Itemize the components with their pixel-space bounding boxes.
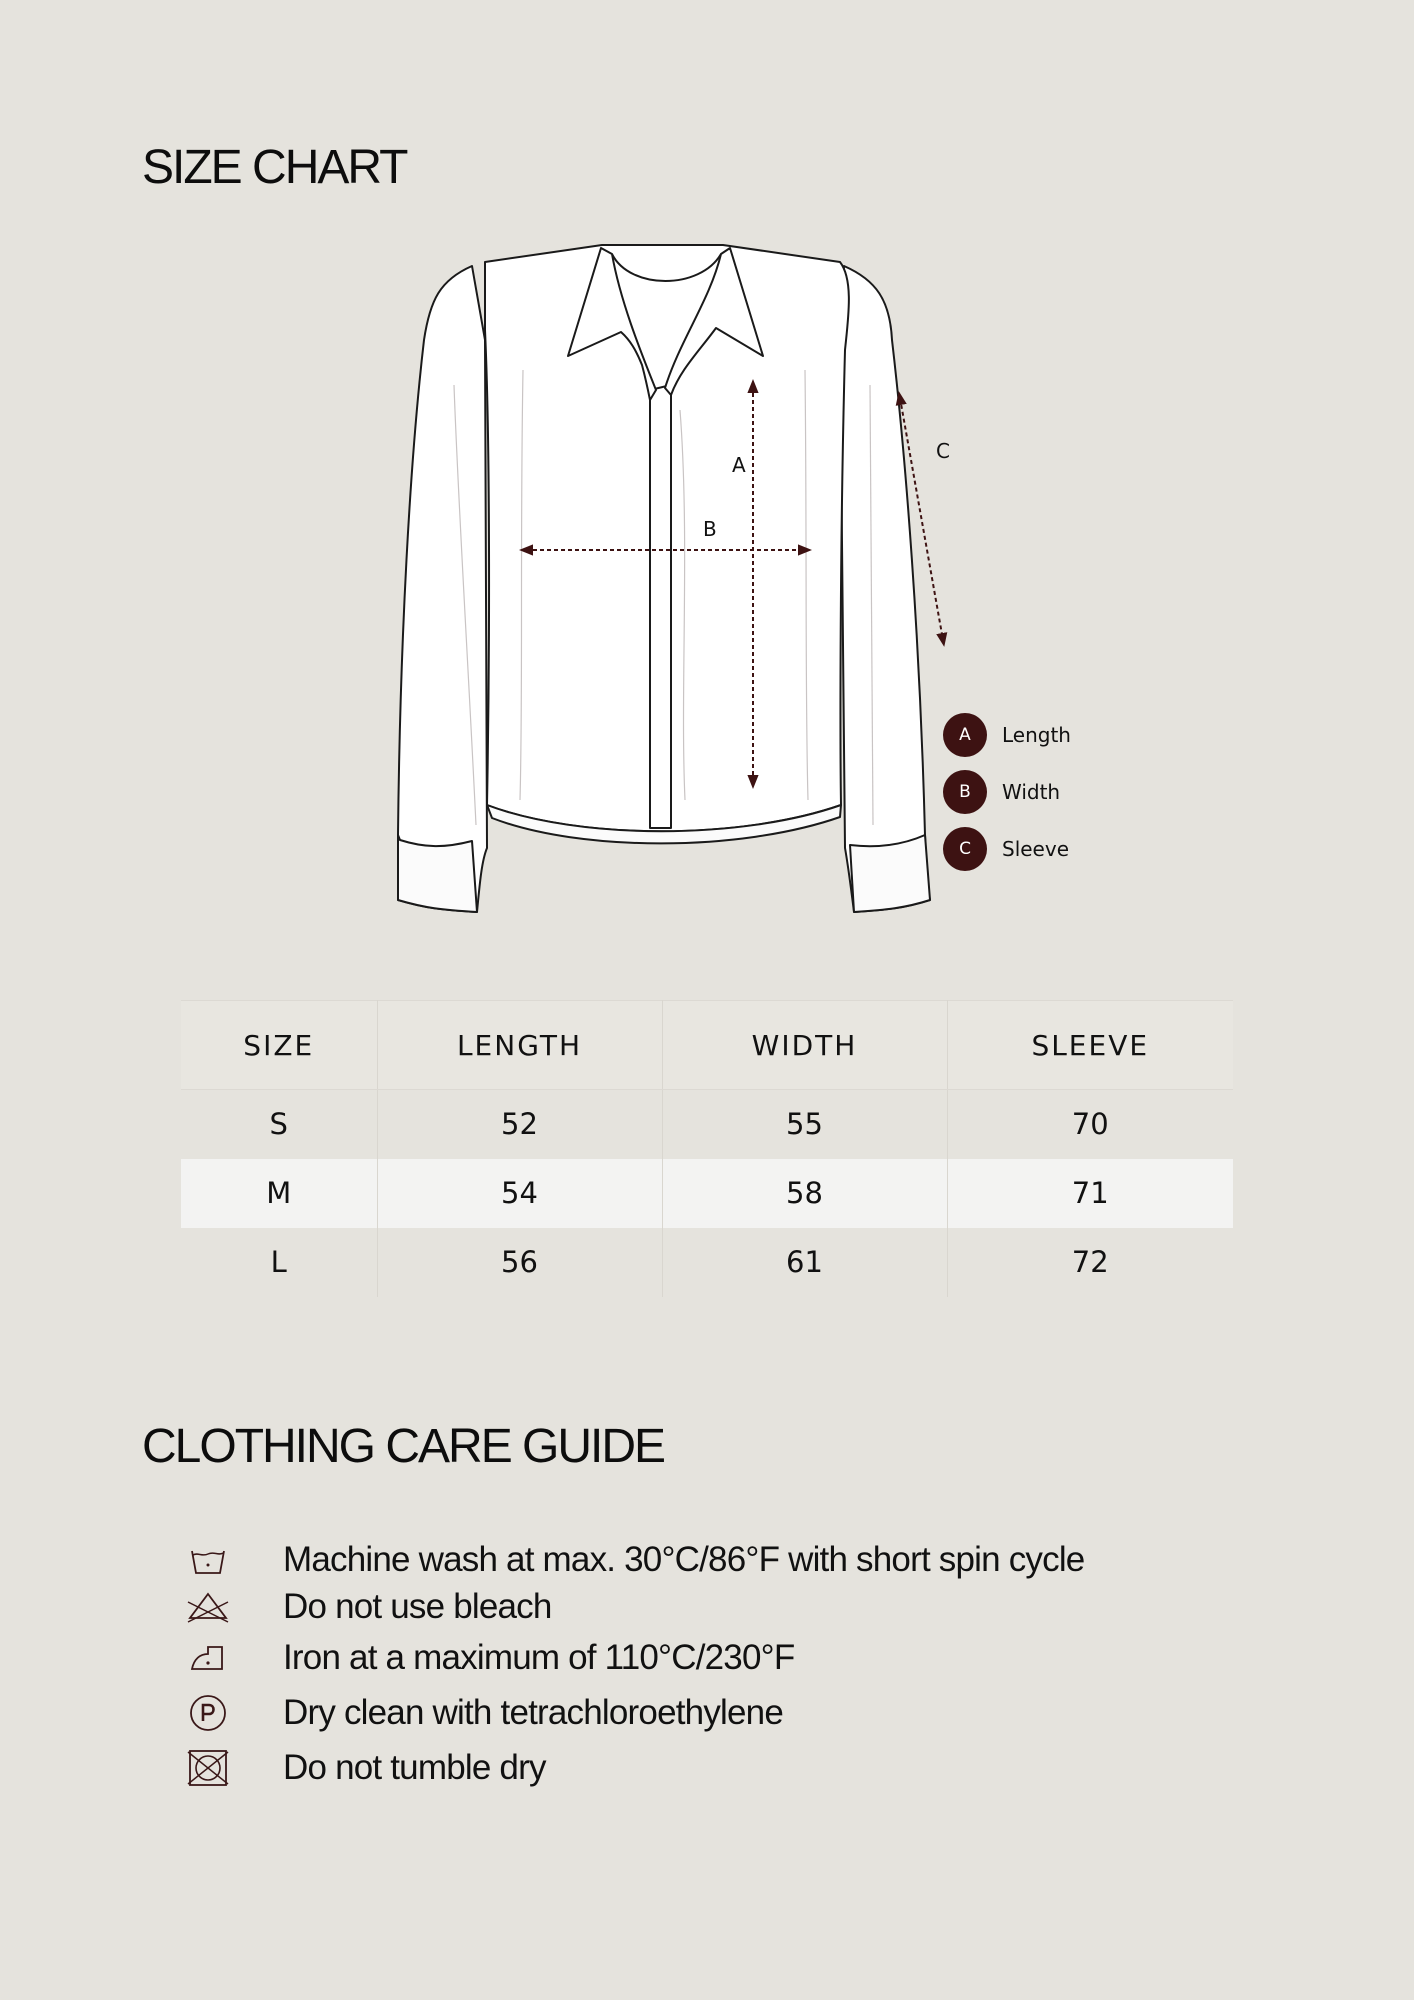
care-item-iron [180, 1633, 795, 1683]
care-text-tumble: Do not tumble dry [283, 1748, 546, 1787]
size-table-header-row [181, 1001, 1233, 1090]
care-item-wash [180, 1535, 1085, 1585]
cell-width: 61 [662, 1228, 947, 1297]
cell-length: 56 [377, 1228, 662, 1297]
cell-size: S [181, 1090, 377, 1159]
header-width: WIDTH [662, 1001, 947, 1090]
measure-label-b: B [703, 517, 717, 541]
legend-label-length: Length [1002, 723, 1071, 747]
header-size: SIZE [181, 1001, 377, 1090]
care-guide-title: CLOTHING CARE GUIDE [142, 1420, 665, 1473]
dry-clean-p-icon [180, 1688, 236, 1738]
cell-size: M [181, 1159, 377, 1228]
legend-badge-c: C [943, 827, 987, 871]
cell-width: 58 [662, 1159, 947, 1228]
care-text-dry-clean: Dry clean with tetrachloroethylene [283, 1693, 784, 1732]
legend-label-sleeve: Sleeve [1002, 837, 1070, 861]
cell-length: 54 [377, 1159, 662, 1228]
cell-sleeve: 72 [1071, 1245, 1109, 1279]
legend-badge-b: B [943, 770, 987, 814]
legend-label-width: Width [1002, 780, 1061, 804]
header-sleeve: SLEEVE [947, 1001, 1233, 1090]
size-table [181, 1000, 1233, 1297]
legend-item-width [943, 770, 1071, 814]
care-text-wash: Machine wash at max. 30°C/86°F with short spin cycle [283, 1540, 1085, 1579]
legend-item-sleeve [943, 827, 1071, 871]
care-text-bleach: Do not use bleach [283, 1587, 552, 1626]
care-item-bleach [180, 1582, 552, 1632]
measure-label-c: C [936, 439, 950, 463]
machine-wash-30-icon [180, 1535, 236, 1585]
measure-label-a: A [732, 453, 746, 477]
cell-size: L [181, 1228, 377, 1297]
cell-width: 55 [662, 1090, 947, 1159]
legend-badge-a: A [943, 713, 987, 757]
table-row [181, 1228, 1233, 1297]
care-item-dry-clean [180, 1688, 784, 1738]
iron-low-icon [180, 1633, 236, 1683]
no-bleach-icon [180, 1582, 236, 1632]
header-length: LENGTH [377, 1001, 662, 1090]
size-chart-title: SIZE CHART [142, 141, 407, 194]
no-tumble-dry-icon [180, 1743, 236, 1793]
shirt-illustration [398, 245, 930, 912]
legend-item-length [943, 713, 1071, 757]
measurement-legend [943, 713, 1071, 884]
cell-sleeve: 70 [1071, 1107, 1109, 1142]
cell-length: 52 [377, 1090, 662, 1159]
table-row [181, 1090, 1233, 1159]
cell-sleeve: 71 [1071, 1176, 1109, 1210]
table-row [181, 1159, 1233, 1228]
care-text-iron: Iron at a maximum of 110°C/230°F [283, 1638, 795, 1677]
care-item-tumble [180, 1743, 546, 1793]
